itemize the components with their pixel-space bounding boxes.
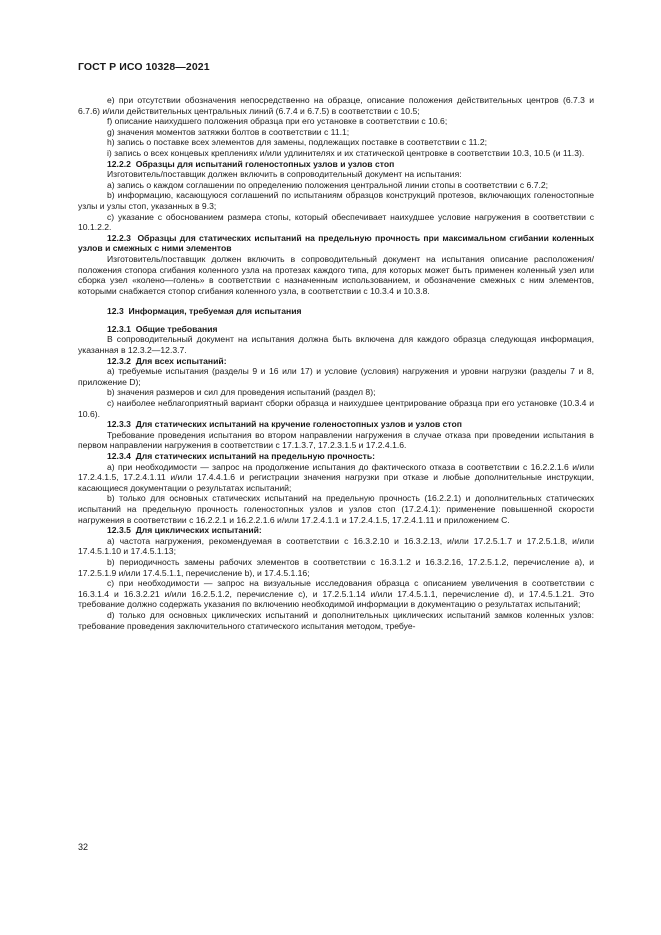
section-heading [78, 525, 594, 536]
body-paragraph: e) при отсутствии обозначения непосредственно на образце, описание положения действительных центров (6.7.3 и 6.7.6) и/или действительных центральных линий (6.7.4 и 6.7.5) в соответствии с 10.5; [78, 95, 594, 116]
section-title: Для статических испытаний на кручение голеностопных узлов и узлов стоп [135, 419, 462, 430]
section-heading [78, 233, 594, 254]
section-number: 12.2.3 [107, 232, 131, 243]
section-number: 12.3.5 [107, 525, 131, 536]
section-heading [78, 306, 594, 317]
body-paragraph: a) при необходимости — запрос на продолжение испытания до фактического отказа в соответствии с 16.2.2.1.6 и/или 17.2.4.1.5, 17.2.4.1.11 и/или 17.4.4.1.6 и регистрации значения нагрузки при отказе и любые дополнительные инструкции, касающиеся документации о результатах испытаний; [78, 461, 594, 493]
section-heading [78, 419, 594, 430]
section-heading [78, 356, 594, 367]
body-paragraph: Требование проведения испытания во втором направлении нагружения в случае отказа при проведении испытания в первом направлении нагружения в соответствии с 17.1.3.7, 17.2.3.1.5 и 17.2.4.1.6. [78, 429, 594, 451]
body-paragraph: c) при необходимости — запрос на визуальные исследования образца с описанием увеличения в соответствии с 16.3.1.4 и 16.3.2.21 и/или 16.2.5.1.2, перечисление c), и 17.2.5.1.14 и/или 17.4.5.1.1, перечисление d), и 17.4.5.1.21. Это требование должно содержать указания по включению необходимой информации в документацию о результатах испытаний; [78, 578, 594, 610]
section-title: Образцы для испытаний голеностопных узлов и узлов стоп [135, 158, 395, 169]
body-paragraph: h) запись о поставке всех элементов для замены, подлежащих поставке в соответствии с 11.2; [107, 137, 488, 148]
body-paragraph: b) значения размеров и сил для проведения испытаний (раздел 8); [107, 387, 376, 398]
body-paragraph: f) описание наихудшего положения образца при его установке в соответствии с 10.6; [107, 116, 448, 127]
section-number: 12.3.3 [107, 419, 131, 430]
body-paragraph: d) только для основных циклических испытаний и дополнительных циклических испытаний замков коленных узлов: требование проведения заключительного статического испытания методом, требуе- [78, 609, 594, 631]
section-title: Общие требования [135, 323, 218, 334]
body-paragraph: b) только для основных статических испытаний на предельную прочность (16.2.2.1) и дополнительных статических испытаний на предельную прочность голеностопных узлов и узлов стоп (17.2.4.1): применение повышенной скорости нагружения в соответствии с 16.2.2.1 и 16.2.2.1.6 и/или 17.2.4.1.1 и 17.2.4.1.5, 17.2.4.1.11 и приложением C. [78, 493, 594, 525]
document-body [78, 95, 594, 631]
body-paragraph: Изготовитель/поставщик должен включить в сопроводительный документ на испытания: [107, 169, 462, 180]
body-paragraph: i) запись о всех концевых креплениях и/или удлинителях и их статической центровке в соответствии 10.3, 10.5 (и 11.3). [107, 147, 585, 158]
section-heading [78, 159, 594, 170]
body-paragraph: g) значения моментов затяжки болтов в соответствии с 11.1; [107, 126, 350, 137]
section-title: Информация, требуемая для испытания [128, 306, 302, 317]
body-paragraph: b) периодичность замены рабочих элементов в соответствии с 16.3.1.2 и 16.3.2.16, 17.2.5.1.2, перечисление a), и 17.2.5.1.9 и/или 17.4.5.1.1, перечисление b), и 17.4.5.1.16; [78, 556, 594, 578]
body-paragraph: a) частота нагружения, рекомендуемая в соответствии с 16.3.2.10 и 16.3.2.13, и/или 17.2.5.1.7 и 17.2.5.1.8, и/или 17.4.5.1.10 и 17.4.5.1.13; [78, 535, 594, 557]
section-title: Для циклических испытаний: [135, 525, 262, 536]
section-number: 12.3 [107, 306, 124, 317]
body-paragraph: a) требуемые испытания (разделы 9 и 16 или 17) и условие (условия) нагружения и уровни нагрузки (разделы 7 и 8, приложение D); [78, 366, 594, 387]
section-heading [78, 324, 594, 335]
body-paragraph: c) указание с обоснованием размера стопы, который обеспечивает наихудшее условие нагружения в соответствии с 10.1.2.2. [78, 211, 594, 233]
section-number: 12.2.2 [107, 158, 131, 169]
section-title: Образцы для статических испытаний на предельную прочность при максимальном сгибании коленных узлов и смежных с ними элементов [78, 232, 594, 254]
section-number: 12.3.1 [107, 323, 131, 334]
section-number: 12.3.4 [107, 451, 131, 461]
section-heading [78, 451, 594, 462]
body-paragraph: c) наиболее неблагоприятный вариант сборки образца и наихудшее центрирование образца при его установке (10.3.4 и 10.6). [78, 398, 594, 419]
section-title: Для всех испытаний: [135, 355, 227, 366]
body-paragraph: a) запись о каждом соглашении по определению положения центральной линии стопы в соответствии с 6.7.2; [107, 179, 549, 190]
page-number: 32 [78, 842, 89, 852]
body-paragraph: В сопроводительный документ на испытания должна быть включена для каждого образца следующая информация, указанная в 12.3.2—12.3.7. [78, 334, 594, 356]
body-paragraph: Изготовитель/поставщик должен включить в сопроводительный документ на испытания описание расположения/положения стопора сгибания коленного узла на протезах каждого типа, для которых может быть применен коленный узел или сборка узел «колено—голень» в соответствии с назначенным использованием, и обозначение смежных с ним элементов, которыми снабжается стопор сгибания коленного узла, в соответствии с 10.3.4 и 10.3.8. [78, 253, 594, 296]
body-paragraph: b) информацию, касающуюся соглашений по испытаниям образцов конструкций протезов, включающих голеностопные узлы и узлы стоп, указанных в 9.3; [78, 190, 594, 211]
section-title: Для статических испытаний на предельную прочность: [135, 451, 376, 461]
document-header: ГОСТ Р ИСО 10328—2021 [78, 61, 210, 73]
section-number: 12.3.2 [107, 355, 131, 366]
